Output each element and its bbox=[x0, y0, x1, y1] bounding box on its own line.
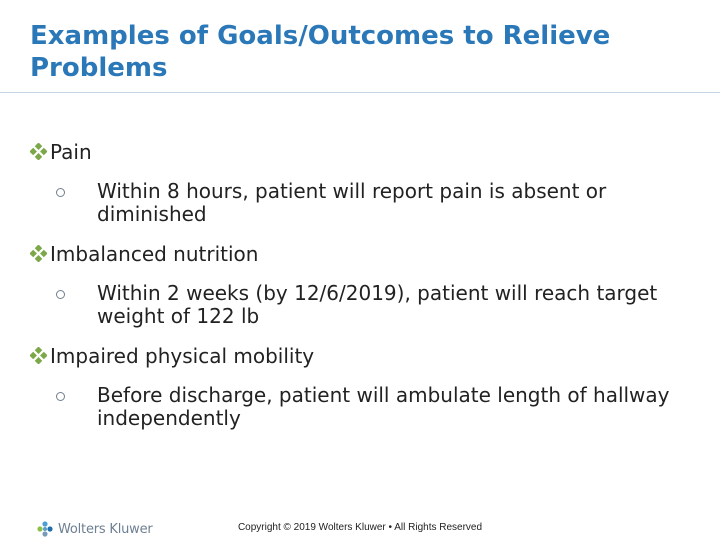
circle-bullet-icon bbox=[56, 392, 65, 401]
sub-bullet-text: Within 2 weeks (by 12/6/2019), patient will reach target weight of 122 lb bbox=[97, 281, 658, 328]
bullet-impaired-mobility bbox=[30, 344, 680, 368]
copyright-text: Copyright © 2019 Wolters Kluwer • All Rights Reserved bbox=[237, 522, 483, 533]
circle-bullet-icon bbox=[56, 188, 65, 197]
wolters-kluwer-logo bbox=[36, 519, 153, 539]
bullet-pain bbox=[30, 140, 680, 164]
sub-bullet bbox=[97, 180, 680, 226]
diamond-bullet-icon bbox=[30, 245, 47, 262]
sub-bullet-text: Before discharge, patient will ambulate length of hallway independently bbox=[97, 383, 670, 430]
logo-text: Wolters Kluwer bbox=[58, 521, 153, 537]
bullet-label: Pain bbox=[50, 140, 92, 164]
sub-bullet bbox=[97, 282, 680, 328]
diamond-bullet-icon bbox=[30, 143, 47, 160]
sub-bullet bbox=[97, 384, 680, 430]
diamond-bullet-icon bbox=[30, 347, 47, 364]
sub-bullet-text: Within 8 hours, patient will report pain is absent or diminished bbox=[97, 179, 607, 226]
bullet-imbalanced-nutrition bbox=[30, 242, 680, 266]
bullet-label: Imbalanced nutrition bbox=[50, 242, 259, 266]
slide-title: Examples of Goals/Outcomes to Relieve Problems bbox=[30, 21, 611, 83]
title-divider bbox=[0, 92, 720, 93]
wolters-kluwer-logo-icon bbox=[36, 520, 54, 538]
bullet-label: Impaired physical mobility bbox=[50, 344, 315, 368]
bullet-list bbox=[30, 140, 680, 446]
circle-bullet-icon bbox=[56, 290, 65, 299]
